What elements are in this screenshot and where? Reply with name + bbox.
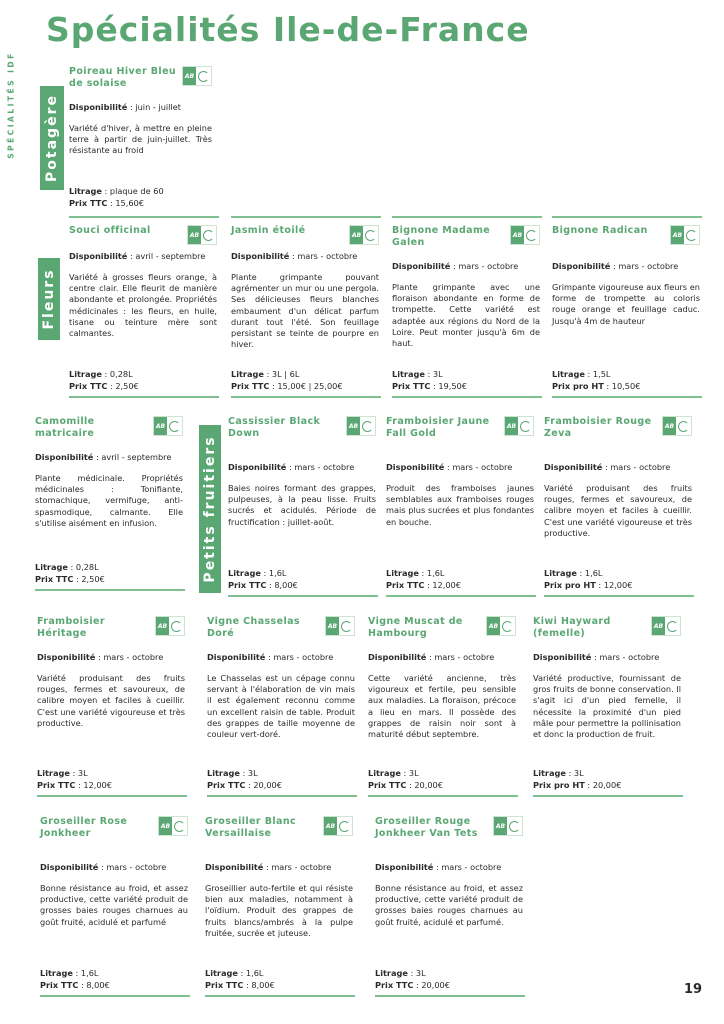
card-divider — [544, 595, 694, 597]
product-card-groseiller-rouge-jonkheer-van-tets — [375, 816, 525, 998]
product-card-cassissier-black-down — [228, 416, 378, 598]
product-pricing: Litrage : 1,6L Prix TTC : 8,00€ — [205, 968, 275, 990]
product-description: Variété d'hiver, à mettre en pleine terre à partir de juin-juillet. Très résistante au froid — [69, 123, 212, 156]
card-divider — [552, 396, 702, 398]
litrage-value: 3L — [573, 768, 584, 778]
section-divider — [392, 216, 542, 218]
product-name: Framboisier Rouge Zeva — [544, 416, 652, 439]
availability: Disponibilité : mars - octobre — [207, 652, 334, 662]
organic-label-icon: AB — [493, 816, 523, 836]
availability-value: mars - octobre — [618, 261, 679, 271]
availability: Disponibilité : mars - octobre — [228, 462, 355, 472]
page-title: Spécialités Ile-de-France — [46, 10, 530, 49]
product-name: Bignone Madame Galen — [392, 225, 491, 248]
availability-value: juin - juillet — [135, 102, 181, 112]
availability-value: mars - octobre — [297, 251, 358, 261]
organic-label-icon: AB — [510, 225, 540, 245]
product-name: Kiwi Hayward (femelle) — [533, 616, 611, 639]
price-value: 12,00€ — [83, 779, 112, 790]
product-name: Groseiller Rose Jonkheer — [40, 816, 128, 839]
product-pricing: Litrage : plaque de 60 Prix TTC : 15,60€ — [69, 186, 164, 208]
availability: Disponibilité : mars - octobre — [40, 862, 167, 872]
card-divider — [40, 995, 190, 997]
card-divider — [375, 995, 525, 997]
organic-label-icon: AB — [323, 816, 353, 836]
availability: Disponibilité : mars - octobre — [392, 261, 519, 271]
price-value: 20,00€ — [592, 779, 622, 790]
price-value: 19,50€ — [438, 380, 467, 391]
organic-label-icon: AB — [155, 616, 185, 636]
product-pricing: Litrage : 3L | 6L Prix TTC : 15,00€ | 25,00€ — [231, 369, 343, 391]
availability-value: mars - octobre — [294, 462, 355, 472]
availability: Disponibilité : mars - octobre — [231, 251, 358, 261]
litrage-value: 3L | 6L — [271, 369, 300, 379]
litrage-value: 1,6L — [268, 568, 287, 578]
section-divider — [69, 216, 219, 218]
product-description: Variété produisant des fruits rouges, fermes et savoureux, de calibre moyen et faciles à cueillir. C'est une variété vigoureuse et très productive. — [37, 673, 185, 728]
product-name: Camomille matricaire — [35, 416, 95, 439]
price-value: 15,60€ — [115, 197, 144, 208]
organic-label-icon: AB — [670, 225, 700, 245]
product-name: Groseiller Blanc Versaillaise — [205, 816, 297, 839]
availability-value: avril - septembre — [135, 251, 206, 261]
availability: Disponibilité : mars - octobre — [205, 862, 332, 872]
product-description: Variété productive, fournissant de gros fruits de bonne conservation. Il s'agit ici d'un pied femelle, il nécessite la proximité d'un pied mâle pour permettre la pollinisation et donc la production de fruit. — [533, 673, 681, 740]
product-name: Jasmin étoilé — [231, 225, 306, 236]
availability-value: mars - octobre — [273, 652, 334, 662]
organic-label-icon: AB — [158, 816, 188, 836]
card-divider — [231, 396, 381, 398]
section-divider — [231, 216, 381, 218]
product-description: Baies noires formant des grappes, pulpeuses, à la peau lisse. Fruits sucrés et acidulés. Période de fructification : juillet-août. — [228, 483, 376, 527]
organic-label-icon: AB — [486, 616, 516, 636]
availability: Disponibilité : mars - octobre — [375, 862, 502, 872]
product-description: Bonne résistance au froid, et assez productive, cette variété produit de grosses baies rouges charnues au goût fruité, acidulé et parfumé — [40, 883, 188, 927]
price-value: 15,00€ | 25,00€ — [277, 380, 343, 391]
availability: Disponibilité : mars - octobre — [552, 261, 679, 271]
product-description: Produit des framboises jaunes semblables aux framboises rouges mais plus sucrées et plus fondantes en bouche. — [386, 483, 534, 527]
availability-value: mars - octobre — [434, 652, 495, 662]
card-divider — [386, 595, 536, 597]
product-description: Le Chasselas est un cépage connu servant à l'élaboration de vin mais il est également reconnu comme un excellent raisin de table. Produit des grappes de taille moyenne de couleur vert-doré. — [207, 673, 355, 740]
availability-value: mars - octobre — [452, 462, 513, 472]
product-description: Grimpante vigoureuse aux fleurs en forme de trompette au coloris rouge orange et feuillage caduc. Jusqu'à 4m de hauteur — [552, 282, 700, 326]
category-potagere — [40, 86, 64, 190]
product-card-groseiller-rose-jonkheer — [40, 816, 190, 998]
product-card-groseiller-blanc-versaillaise — [205, 816, 355, 998]
card-divider — [205, 995, 355, 997]
product-pricing: Litrage : 3L Prix pro HT : 20,00€ — [533, 768, 622, 790]
litrage-value: 1,5L — [592, 369, 611, 379]
availability-value: mars - octobre — [103, 652, 164, 662]
litrage-value: 1,6L — [426, 568, 445, 578]
product-name: Vigne Muscat de Hambourg — [368, 616, 463, 639]
organic-label-icon: AB — [187, 225, 217, 245]
availability-value: avril - septembre — [101, 452, 172, 462]
card-divider — [37, 795, 187, 797]
product-description: Plante grimpante avec une floraison abondante en forme de trompette. Cette variété est adaptée aux régions du Nord de la Loire. Peut monter jusqu'à 6m de haut. — [392, 282, 540, 349]
product-pricing: Litrage : 3L Prix TTC : 19,50€ — [392, 369, 467, 391]
organic-label-icon: AB — [346, 416, 376, 436]
card-divider — [368, 795, 518, 797]
availability: Disponibilité : avril - septembre — [69, 251, 206, 261]
product-name: Bignone Radican — [552, 225, 648, 236]
litrage-value: 1,6L — [80, 968, 99, 978]
availability: Disponibilité : juin - juillet — [69, 102, 181, 112]
litrage-value: 3L — [247, 768, 258, 778]
card-divider — [69, 396, 219, 398]
product-card-bignone-radican — [552, 225, 702, 399]
price-value: 8,00€ — [86, 979, 110, 990]
product-pricing: Litrage : 1,6L Prix TTC : 12,00€ — [386, 568, 461, 590]
organic-label-icon: AB — [325, 616, 355, 636]
sidebar-section-label: SPÉCIALITÉS IDF — [6, 51, 16, 159]
product-pricing: Litrage : 3L Prix TTC : 20,00€ — [368, 768, 443, 790]
product-name: Vigne Chasselas Doré — [207, 616, 300, 639]
availability-value: mars - octobre — [271, 862, 332, 872]
product-card-souci-officinal — [69, 225, 219, 399]
organic-label-icon: AB — [349, 225, 379, 245]
availability: Disponibilité : mars - octobre — [533, 652, 660, 662]
category-label: Fleurs — [41, 268, 57, 330]
category-label: Petits fruitiers — [202, 435, 218, 583]
price-value: 20,00€ — [253, 779, 282, 790]
availability: Disponibilité : mars - octobre — [368, 652, 495, 662]
card-divider — [392, 396, 542, 398]
organic-label-icon: AB — [662, 416, 692, 436]
section-divider — [552, 216, 702, 218]
product-description: Plante médicinale. Propriétés médicinales : Tonifiante, stomachique, vermifuge, anti-spasmodique, calmante. Elle s'utilise aisément en infusion. — [35, 473, 183, 528]
product-pricing: Litrage : 3L Prix TTC : 12,00€ — [37, 768, 112, 790]
product-description: Variété à grosses fleurs orange, à centre clair. Elle fleurit de manière abondante et prolongée. Propriétés médicinales : les fleurs, en huile, tisane ou teinture mère sont calmantes. — [69, 272, 217, 339]
card-divider — [207, 795, 357, 797]
organic-label-icon: AB — [504, 416, 534, 436]
availability-value: mars - octobre — [441, 862, 502, 872]
price-value: 2,50€ — [81, 573, 105, 584]
product-card-framboisier-rouge-zeva — [544, 416, 694, 598]
product-name: Souci officinal — [69, 225, 151, 236]
product-card-framboisier-heritage — [37, 616, 187, 798]
product-card-camomille-matricaire — [35, 416, 185, 592]
litrage-value: 3L — [408, 768, 419, 778]
product-card-vigne-chasselas-dore — [207, 616, 357, 798]
organic-label-icon: AB — [651, 616, 681, 636]
litrage-value: 3L — [77, 768, 88, 778]
price-value: 20,00€ — [414, 779, 443, 790]
availability: Disponibilité : mars - octobre — [544, 462, 671, 472]
page-number: 19 — [684, 982, 703, 997]
product-name: Cassissier Black Down — [228, 416, 321, 439]
product-description: Bonne résistance au froid, et assez productive, cette variété produit de grosses baies rouges charnues au goût fruité, acidulé et parfumé. — [375, 883, 523, 927]
category-label: Potagère — [44, 94, 60, 182]
product-card-poireau-hiver-bleu-de-solaise — [69, 66, 214, 216]
availability: Disponibilité : mars - octobre — [37, 652, 164, 662]
litrage-value: 1,6L — [245, 968, 264, 978]
product-description: Cette variété ancienne, très vigoureux et fertile, peu sensible aux maladies. La floraison, précoce a lieu en mars. Il possède des grappes de raisin noir sont à maturité début septembre. — [368, 673, 516, 740]
organic-label-icon: AB — [153, 416, 183, 436]
card-divider — [228, 595, 378, 597]
category-petits-fruitiers — [199, 425, 221, 593]
availability: Disponibilité : mars - octobre — [386, 462, 513, 472]
price-value: 12,00€ — [432, 579, 461, 590]
product-pricing: Litrage : 3L Prix TTC : 20,00€ — [375, 968, 450, 990]
availability-value: mars - octobre — [610, 462, 671, 472]
product-card-jasmin-etoile — [231, 225, 381, 399]
litrage-value: 3L — [432, 369, 443, 379]
product-pricing: Litrage : 0,28L Prix TTC : 2,50€ — [35, 562, 105, 584]
card-divider — [35, 589, 185, 591]
product-name: Framboisier Jaune Fall Gold — [386, 416, 490, 439]
price-value: 20,00€ — [421, 979, 450, 990]
price-value: 8,00€ — [251, 979, 275, 990]
availability: Disponibilité : avril - septembre — [35, 452, 172, 462]
product-pricing: Litrage : 0,28L Prix TTC : 2,50€ — [69, 369, 139, 391]
litrage-value: 0,28L — [75, 562, 99, 572]
litrage-value: 3L — [415, 968, 426, 978]
product-description: Variété produisant des fruits rouges, fermes et savoureux, de calibre moyen et faciles à cueillir. C'est une variété vigoureuse et très productive. — [544, 483, 692, 538]
product-description: Groseillier auto-fertile et qui résiste bien aux maladies, notamment à l'oïdium. Produit des grappes de fruits blancs/ambrés à la pulpe fruitée, sucrée et juteuse. — [205, 883, 353, 938]
category-fleurs — [38, 258, 60, 340]
price-value: 8,00€ — [274, 579, 298, 590]
card-divider — [533, 795, 683, 797]
product-name: Poireau Hiver Bleu de solaise — [69, 66, 177, 89]
product-pricing: Litrage : 1,5L Prix pro HT : 10,50€ — [552, 369, 641, 391]
product-pricing: Litrage : 1,6L Prix pro HT : 12,00€ — [544, 568, 633, 590]
product-card-bignone-madame-galen — [392, 225, 542, 399]
product-pricing: Litrage : 1,6L Prix TTC : 8,00€ — [40, 968, 110, 990]
availability-value: mars - octobre — [599, 652, 660, 662]
product-card-kiwi-hayward-femelle — [533, 616, 683, 798]
litrage-value: 1,6L — [584, 568, 603, 578]
availability-value: mars - octobre — [458, 261, 519, 271]
price-value: 10,50€ — [611, 380, 641, 391]
product-pricing: Litrage : 3L Prix TTC : 20,00€ — [207, 768, 282, 790]
product-name: Framboisier Héritage — [37, 616, 105, 639]
product-pricing: Litrage : 1,6L Prix TTC : 8,00€ — [228, 568, 298, 590]
availability-value: mars - octobre — [106, 862, 167, 872]
litrage-value: 0,28L — [109, 369, 133, 379]
price-value: 12,00€ — [603, 579, 633, 590]
product-card-vigne-muscat-de-hambourg — [368, 616, 518, 798]
product-description: Plante grimpante pouvant agrémenter un mur ou une pergola. Ses délicieuses fleurs blanches embaument d'un délicat parfum durant tout l'été. Son feuillage persistant se teinte de pourpre en hiver. — [231, 272, 379, 350]
organic-label-icon: AB — [182, 66, 212, 86]
product-card-framboisier-jaune-fall-gold — [386, 416, 536, 598]
price-value: 2,50€ — [115, 380, 139, 391]
product-name: Groseiller Rouge Jonkheer Van Tets — [375, 816, 478, 839]
litrage-value: plaque de 60 — [109, 186, 164, 196]
